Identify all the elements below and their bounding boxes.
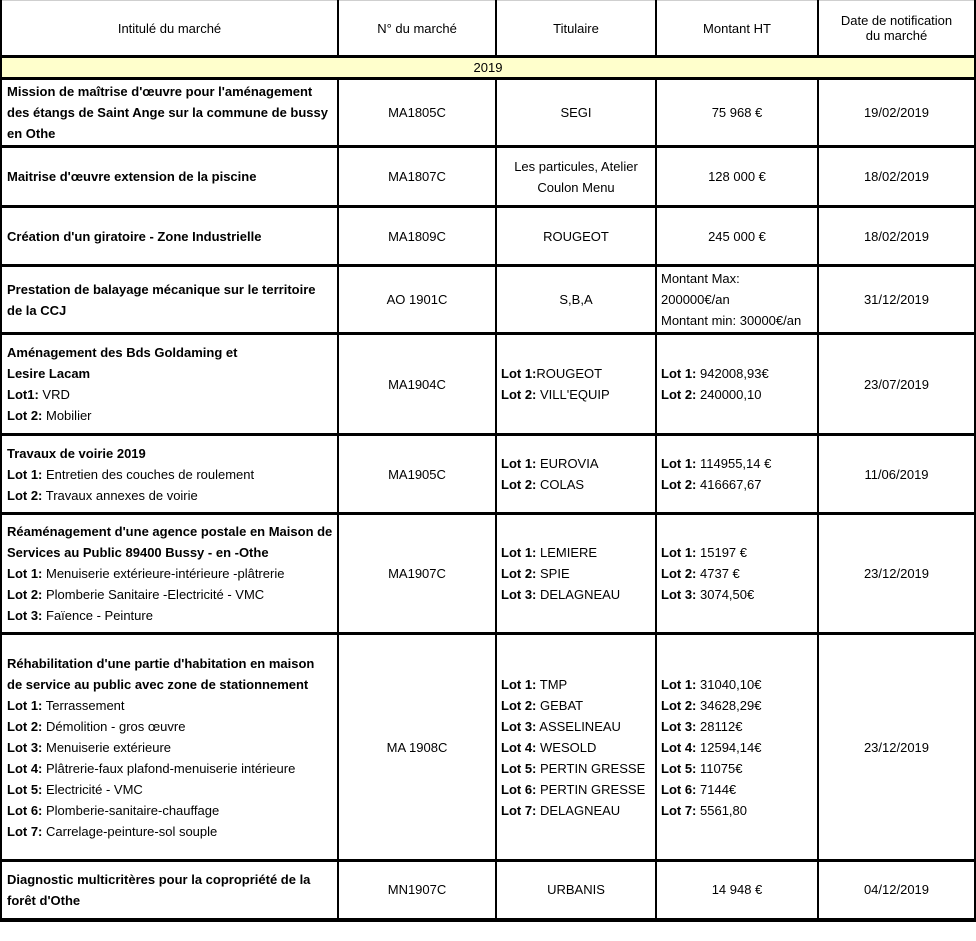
cell-date: 19/02/2019 xyxy=(818,79,975,147)
cell-date: 31/12/2019 xyxy=(818,266,975,334)
cell-montant: Lot 1: 942008,93€ Lot 2: 240000,10 xyxy=(656,334,818,435)
column-header-titulaire: Titulaire xyxy=(496,1,656,57)
table-row xyxy=(1,861,975,920)
table-row xyxy=(1,435,975,514)
cell-intitule: Réhabilitation d'une partie d'habitation en maison de service au public avec zone de stationnement Lot 1: Terrassement Lot 2: Démolition - gros œuvre Lot 3: Menuiserie extérieure Lot 4: Plâtrerie-faux plafond-menuiserie intérieure Lot 5: Electricité - VMC Lot 6: Plomberie-sanitaire-chauffage Lot 7: Carrelage-peinture-sol souple xyxy=(1,634,338,861)
cell-intitule: Diagnostic multicritères pour la copropriété de la forêt d'Othe xyxy=(1,861,338,920)
cell-montant: 14 948 € xyxy=(656,861,818,920)
cell-titulaire: Lot 1: LEMIERE Lot 2: SPIE Lot 3: DELAGNEAU xyxy=(496,514,656,634)
cell-numero: MA1809C xyxy=(338,207,496,266)
cell-titulaire: SEGI xyxy=(496,79,656,147)
table-body xyxy=(1,79,975,920)
table-row xyxy=(1,207,975,266)
cell-titulaire: S,B,A xyxy=(496,266,656,334)
cell-date: 18/02/2019 xyxy=(818,207,975,266)
cell-intitule: Maitrise d'œuvre extension de la piscine xyxy=(1,147,338,207)
cell-titulaire: ROUGEOT xyxy=(496,207,656,266)
year-section-label: 2019 xyxy=(1,57,975,79)
cell-date: 23/07/2019 xyxy=(818,334,975,435)
cell-numero: MA1907C xyxy=(338,514,496,634)
cell-numero: MA1807C xyxy=(338,147,496,207)
cell-montant: Lot 1: 15197 € Lot 2: 4737 € Lot 3: 3074,50€ xyxy=(656,514,818,634)
cell-intitule: Réaménagement d'une agence postale en Maison de Services au Public 89400 Bussy - en -Othe Lot 1: Menuiserie extérieure-intérieure -plâtrerie Lot 2: Plomberie Sanitaire -Electricité - VMC Lot 3: Faïence - Peinture xyxy=(1,514,338,634)
cell-intitule: Aménagement des Bds Goldaming et Lesire Lacam Lot1: VRD Lot 2: Mobilier xyxy=(1,334,338,435)
cell-numero: MA1905C xyxy=(338,435,496,514)
cell-montant: 75 968 € xyxy=(656,79,818,147)
cell-intitule: Travaux de voirie 2019 Lot 1: Entretien des couches de roulement Lot 2: Travaux annexes de voirie xyxy=(1,435,338,514)
cell-numero: MA1805C xyxy=(338,79,496,147)
cell-montant: 128 000 € xyxy=(656,147,818,207)
column-header-intitule: Intitulé du marché xyxy=(1,1,338,57)
year-section-row xyxy=(1,57,975,79)
cell-intitule: Mission de maîtrise d'œuvre pour l'aménagement des étangs de Saint Ange sur la commune de bussy en Othe xyxy=(1,79,338,147)
cell-date: 18/02/2019 xyxy=(818,147,975,207)
cell-date: 23/12/2019 xyxy=(818,634,975,861)
cell-date: 11/06/2019 xyxy=(818,435,975,514)
cell-numero: AO 1901C xyxy=(338,266,496,334)
table-header-row xyxy=(1,1,975,57)
table-row xyxy=(1,514,975,634)
cell-date: 23/12/2019 xyxy=(818,514,975,634)
cell-montant: Montant Max: 200000€/an Montant min: 30000€/an xyxy=(656,266,818,334)
cell-titulaire: Les particules, Atelier Coulon Menu xyxy=(496,147,656,207)
table-row xyxy=(1,79,975,147)
column-header-date: Date de notification du marché xyxy=(818,1,975,57)
cell-numero: MA1904C xyxy=(338,334,496,435)
cell-titulaire: Lot 1: EUROVIA Lot 2: COLAS xyxy=(496,435,656,514)
table-row xyxy=(1,634,975,861)
column-header-montant: Montant HT xyxy=(656,1,818,57)
table-row xyxy=(1,334,975,435)
column-header-numero: N° du marché xyxy=(338,1,496,57)
cell-montant: 245 000 € xyxy=(656,207,818,266)
cell-numero: MN1907C xyxy=(338,861,496,920)
cell-titulaire: Lot 1:ROUGEOT Lot 2: VILL'EQUIP xyxy=(496,334,656,435)
cell-date: 04/12/2019 xyxy=(818,861,975,920)
cell-numero: MA 1908C xyxy=(338,634,496,861)
cell-intitule: Prestation de balayage mécanique sur le territoire de la CCJ xyxy=(1,266,338,334)
cell-montant: Lot 1: 31040,10€ Lot 2: 34628,29€ Lot 3: 28112€ Lot 4: 12594,14€ Lot 5: 11075€ Lot 6: 7144€ Lot 7: 5561,80 xyxy=(656,634,818,861)
cell-titulaire: Lot 1: TMP Lot 2: GEBAT Lot 3: ASSELINEAU Lot 4: WESOLD Lot 5: PERTIN GRESSE Lot 6: PERTIN GRESSE Lot 7: DELAGNEAU xyxy=(496,634,656,861)
cell-titulaire: URBANIS xyxy=(496,861,656,920)
table-row xyxy=(1,266,975,334)
cell-intitule: Création d'un giratoire - Zone Industrielle xyxy=(1,207,338,266)
cell-montant: Lot 1: 114955,14 € Lot 2: 416667,67 xyxy=(656,435,818,514)
table-row xyxy=(1,147,975,207)
